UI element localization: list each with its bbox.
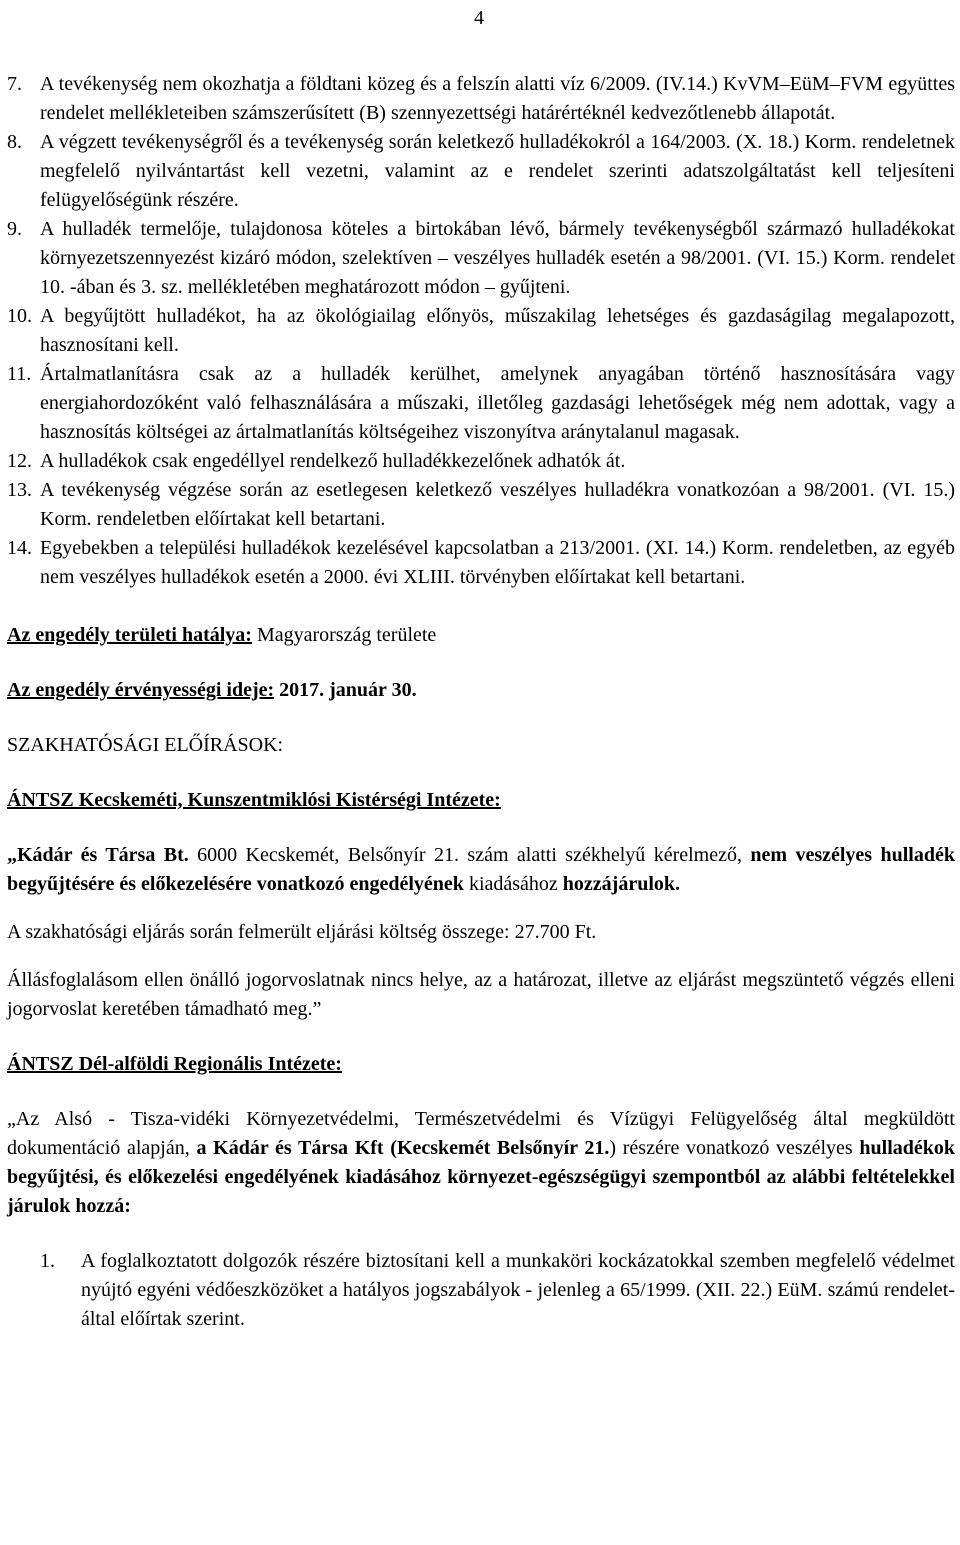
list-item — [7, 476, 955, 534]
list-item — [7, 302, 955, 360]
regional-intro: „Az Alsó - Tisza-vidéki Környezetvédelmi, Természetvédelmi és Vízügyi Felügyelőség által megküldött dokumentáció alapján, — [7, 1108, 955, 1159]
regional-subject: hulladékok begyűjtési, és előkezelési engedélyének kiadásához környezet-egészségügyi szempontból az alábbi feltételekkel járulok hozzá: — [7, 1137, 955, 1217]
condition-number: 1. — [40, 1250, 55, 1272]
validity-label: Az engedély érvényességi ideje: — [7, 679, 275, 701]
scope-value: Magyarország területe — [251, 624, 437, 646]
antsz-kecskemet-decision — [7, 841, 955, 899]
condition-text: A foglalkoztatott dolgozók részére biztosítani kell a munkaköri kockázatokkal szemben megfelelő védelmet nyújtó egyéni védőeszközöket a hatályos jogszabályok - jelenleg a 65/1999. (XII. 22.) EüM. számú rendelet- által előírtak szerint. — [81, 1250, 955, 1330]
antsz-kecskemet-title: ÁNTSZ Kecskeméti, Kunszentmiklósi Kistérségi Intézete: — [7, 789, 501, 811]
item-text: Ártalmatlanításra csak az a hulladék kerülhet, amelynek anyagában történő hasznosítására vagy energiahordozóként való felhasználására a műszaki, illetőleg gazdasági lehetőségek még nem adottak, vagy a hasznosítás költségei az ártalmatlanítás költségeihez viszonyítva aránytalanul magasak. — [40, 363, 955, 443]
regional-connector: ) részére vonatkozó veszélyes — [609, 1137, 860, 1159]
antsz-regional-title: ÁNTSZ Dél-alföldi Regionális Intézete: — [7, 1053, 342, 1075]
item-text: A begyűjtött hulladékot, ha az ökológiailag előnyös, műszakilag lehetséges és gazdaságilag megalapozott, hasznosítani kell. — [40, 305, 955, 356]
section-title: SZAKHATÓSÁGI ELŐÍRÁSOK: — [7, 734, 284, 756]
item-text: A végzett tevékenységről és a tevékenység során keletkező hulladékokról a 164/2003. (X. 18.) Korm. rendeletnek megfelelő nyilvántartást kell vezetni, valamint az e rendelet szerinti adatszolgáltatást kell teljesíteni felügyelőségünk részére. — [40, 131, 955, 211]
list-item — [7, 70, 955, 128]
item-number: 10. — [7, 305, 32, 327]
validity-value: 2017. január 30. — [274, 679, 417, 701]
document-body — [7, 70, 955, 1334]
company-address: 6000 Kecskemét, Belsőnyír 21. szám alatti székhelyű kérelmező, — [188, 844, 751, 866]
item-text: A hulladékok csak engedéllyel rendelkező hulladékkezelőnek adhatók át. — [40, 450, 626, 472]
scope-line — [7, 621, 955, 650]
item-number: 7. — [7, 73, 22, 95]
item-text: A hulladék termelője, tulajdonosa köteles a birtokában lévő, bármely tevékenységből származó hulladékokat környezetszennyezést kizáró módon, szelektíven – veszélyes hulladék esetén a 98/2001. (VI. 15.) Korm. rendelet 10. -ában és 3. sz. mellékletében meghatározott módon – gyűjteni. — [40, 218, 955, 298]
validity-line — [7, 676, 955, 705]
item-number: 13. — [7, 479, 32, 501]
procedure-cost: A szakhatósági eljárás során felmerült eljárási költség összege: 27.700 Ft. — [7, 921, 597, 943]
item-number: 12. — [7, 450, 32, 472]
list-item — [7, 447, 955, 476]
list-item — [7, 128, 955, 215]
list-item — [7, 360, 955, 447]
item-number: 14. — [7, 537, 32, 559]
item-text: A tevékenység végzése során az esetlegesen keletkező veszélyes hulladékra vonatkozóan a 98/2001. (VI. 15.) Korm. rendeletben előírtakat kell betartani. — [40, 479, 955, 530]
item-number: 9. — [7, 218, 22, 240]
item-text: A tevékenység nem okozhatja a földtani közeg és a felszín alatti víz 6/2009. (IV.14.) KvVM–EüM–FVM együttes rendelet mellékleteiben számszerűsített (B) szennyezettségi határértéknél kedvezőtlenebb állapotát. — [40, 73, 955, 124]
scope-label: Az engedély területi hatálya: — [7, 624, 252, 646]
company-name: „Kádár és Társa Bt. — [7, 844, 189, 866]
antsz-regional-decision — [7, 1105, 955, 1221]
decision-connector: kiadásához — [463, 873, 563, 895]
decision-consent: hozzájárulok. — [562, 873, 681, 895]
item-number: 8. — [7, 131, 22, 153]
item-text: Egyebekben a települési hulladékok kezelésével kapcsolatban a 213/2001. (XI. 14.) Korm. rendeletben, az egyéb nem veszélyes hulladékok esetén a 2000. évi XLIII. törvényben előírtakat kell betartani. — [40, 537, 955, 588]
regional-company: a Kádár és Társa Kft (Kecskemét Belsőnyír 21. — [196, 1137, 610, 1159]
condition-item — [40, 1247, 955, 1334]
item-number: 11. — [7, 363, 32, 385]
list-item — [7, 215, 955, 302]
appeal-note: Állásfoglalásom ellen önálló jogorvoslatnak nincs helye, az a határozat, illetve az eljárást megszüntető végzés elleni jogorvoslat keretében támadható meg.” — [7, 969, 955, 1020]
decision-subject: nem veszélyes hulladék begyűjtésére és előkezelésére vonatkozó engedélyének — [7, 844, 955, 895]
list-item — [7, 534, 955, 592]
page-number: 4 — [474, 7, 484, 29]
